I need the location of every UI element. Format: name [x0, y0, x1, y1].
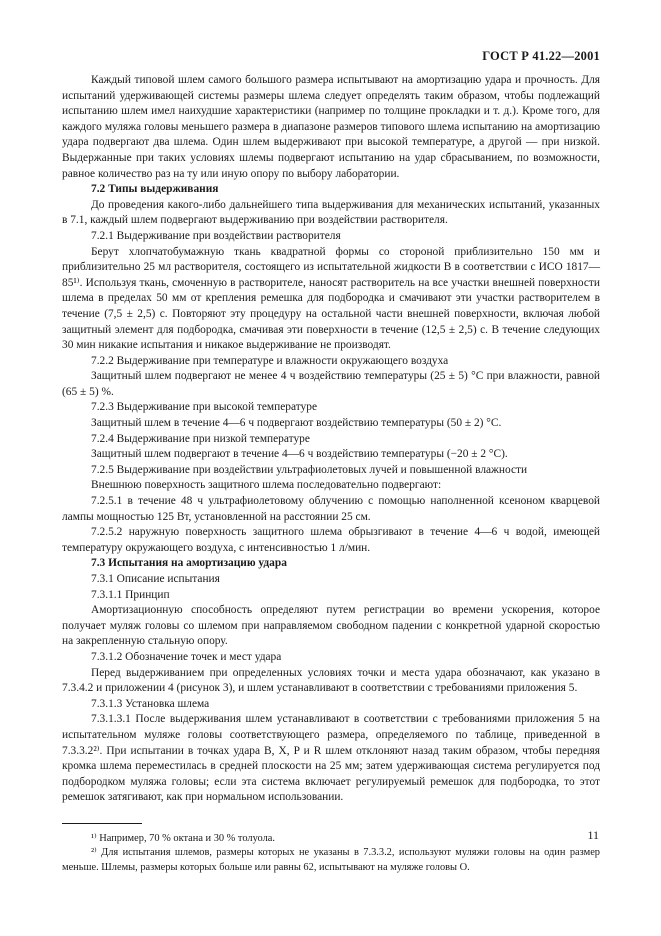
body-paragraph: 7.2.5.2 наружную поверхность защитного шлема обрызгивают в течение 4—6 ч водой, имеющей температуру окружающего воздуха, с интенсивностью 1 л/мин. [62, 526, 600, 554]
document-body [62, 73, 600, 875]
footnote: ²⁾ Для испытания шлемов, размеры которых не указаны в 7.3.3.2, используют муляжи головы на один размер меньше. Шлемы, размеры которых больше или равны 62, испытывают на муляже головы О. [62, 847, 600, 873]
body-paragraph: 7.2.2 Выдерживание при температуре и влажности окружающего воздуха [91, 354, 449, 367]
body-paragraph: Перед выдерживанием при определенных условиях точки и места удара обозначают, как указано в 7.3.4.2 и приложении 4 (рисунок 3), и шлем устанавливают в соответствии с требованиями приложения 5. [62, 666, 600, 695]
body-paragraph: 7.2.1 Выдерживание при воздействии растворителя [91, 229, 341, 242]
body-paragraph: 7.3.1.2 Обозначение точек и мест удара [91, 650, 282, 663]
body-paragraph: Защитный шлем подвергают в течение 4—6 ч воздействию температуры (−20 ± 2 °С). [91, 448, 508, 461]
body-paragraph: Берут хлопчатобумажную ткань квадратной формы со стороной приблизительно 150 мм и приблизительно 25 мл растворителя, состоящего из испытательной жидкости В в соответствии с ИСО 1817—85¹⁾. Используя ткань, смоченную в растворителе, наносят растворитель на все участки внешней поверхности шлема в пределах 50 мм от крепления ремешка для подбородка и смачивают эти участки растворителем в течение (7,5 ± 2,5) с. Повторяют эту процедуру на остальной части внешней поверхности, включая любой защитный элемент для подбородка, смачивая эти поверхности в течение (12,5 ± 2,5) с. В течение следующих 30 мин никакие испытания и никакое выдерживание не производят. [62, 245, 600, 352]
body-paragraph: 7.2.5.1 в течение 48 ч ультрафиолетовому облучению с помощью наполненной ксеноном кварцевой лампы мощностью 125 Вт, установленной на расстоянии 25 см. [62, 495, 600, 523]
paragraph-list [62, 73, 600, 806]
footnote-separator [62, 823, 142, 824]
document-code-header: ГОСТ Р 41.22—2001 [482, 49, 600, 63]
section-heading: 7.3 Испытания на амортизацию удара [91, 557, 287, 570]
body-paragraph: 7.3.1.3.1 После выдерживания шлем устанавливают в соответствии с требованиями приложения 5 на испытательном муляже головы соответствующего размера, определяемого по таблице, приведенной в 7.3.3.2²⁾. При испытании в точках удара B, X, P и R шлем отклоняют назад таким образом, чтобы передняя кромка шлема переместилась в средней плоскости на 25 мм; затем удерживающая система регулируется под подбородком муляжа головы; если эта система включает регулируемый ремешок для подбородка, то этот ремешок затягивают, как при нормальном использовании. [62, 713, 600, 804]
body-paragraph: 7.2.5 Выдерживание при воздействии ультрафиолетовых лучей и повышенной влажности [91, 463, 528, 476]
body-paragraph: Внешнюю поверхность защитного шлема последовательно подвергают: [91, 479, 442, 492]
body-paragraph: Защитный шлем подвергают не менее 4 ч воздействию температуры (25 ± 5) °С при влажности, равной (65 ± 5) %. [62, 370, 600, 398]
body-paragraph: Защитный шлем в течение 4—6 ч подвергают воздействию температуры (50 ± 2) °С. [91, 417, 502, 430]
body-paragraph: 7.3.1 Описание испытания [91, 573, 220, 585]
body-paragraph: 7.3.1.3 Установка шлема [91, 697, 210, 710]
body-paragraph: 7.3.1.1 Принцип [91, 588, 170, 601]
section-heading: 7.2 Типы выдерживания [91, 183, 219, 196]
page-number: 11 [587, 828, 599, 842]
body-paragraph: Амортизационную способность определяют путем регистрации во времени ускорения, которое получает муляж головы со шлемом при направляемом свободном падении с конкретной ударной скоростью на закрепленную стальную опору. [62, 604, 600, 648]
footnote: ¹⁾ Например, 70 % октана и 30 % толуола. [91, 832, 275, 844]
body-paragraph: 7.2.3 Выдерживание при высокой температуре [91, 401, 318, 414]
body-paragraph: 7.2.4 Выдерживание при низкой температуре [91, 432, 310, 445]
footnote-list [62, 832, 600, 876]
body-paragraph: Каждый типовой шлем самого большого размера испытывают на амортизацию удара и прочность. Для испытаний удерживающей системы размеры шлема следует определять таким образом, чтобы подлежащий испытанию шлем имел наихудшие характеристики (например по толщине прокладки и т. д.). Кроме того, для каждого муляжа головы меньшего размера в диапазоне размеров типового шлема испытанию на амортизацию удара подвергают два шлема. Один шлем выдерживают при высокой температуре, а другой — при низкой. Выдержанные при таких условиях шлемы подвергают испытанию на удар сбрасыванием, по возможности, равное количество раз на ту или иную опору по выбору лаборатории. [62, 74, 600, 180]
body-paragraph: До проведения какого-либо дальнейшего типа выдерживания для механических испытаний, указанных в 7.1, каждый шлем подвергают выдерживанию при воздействии растворителя. [62, 198, 600, 227]
